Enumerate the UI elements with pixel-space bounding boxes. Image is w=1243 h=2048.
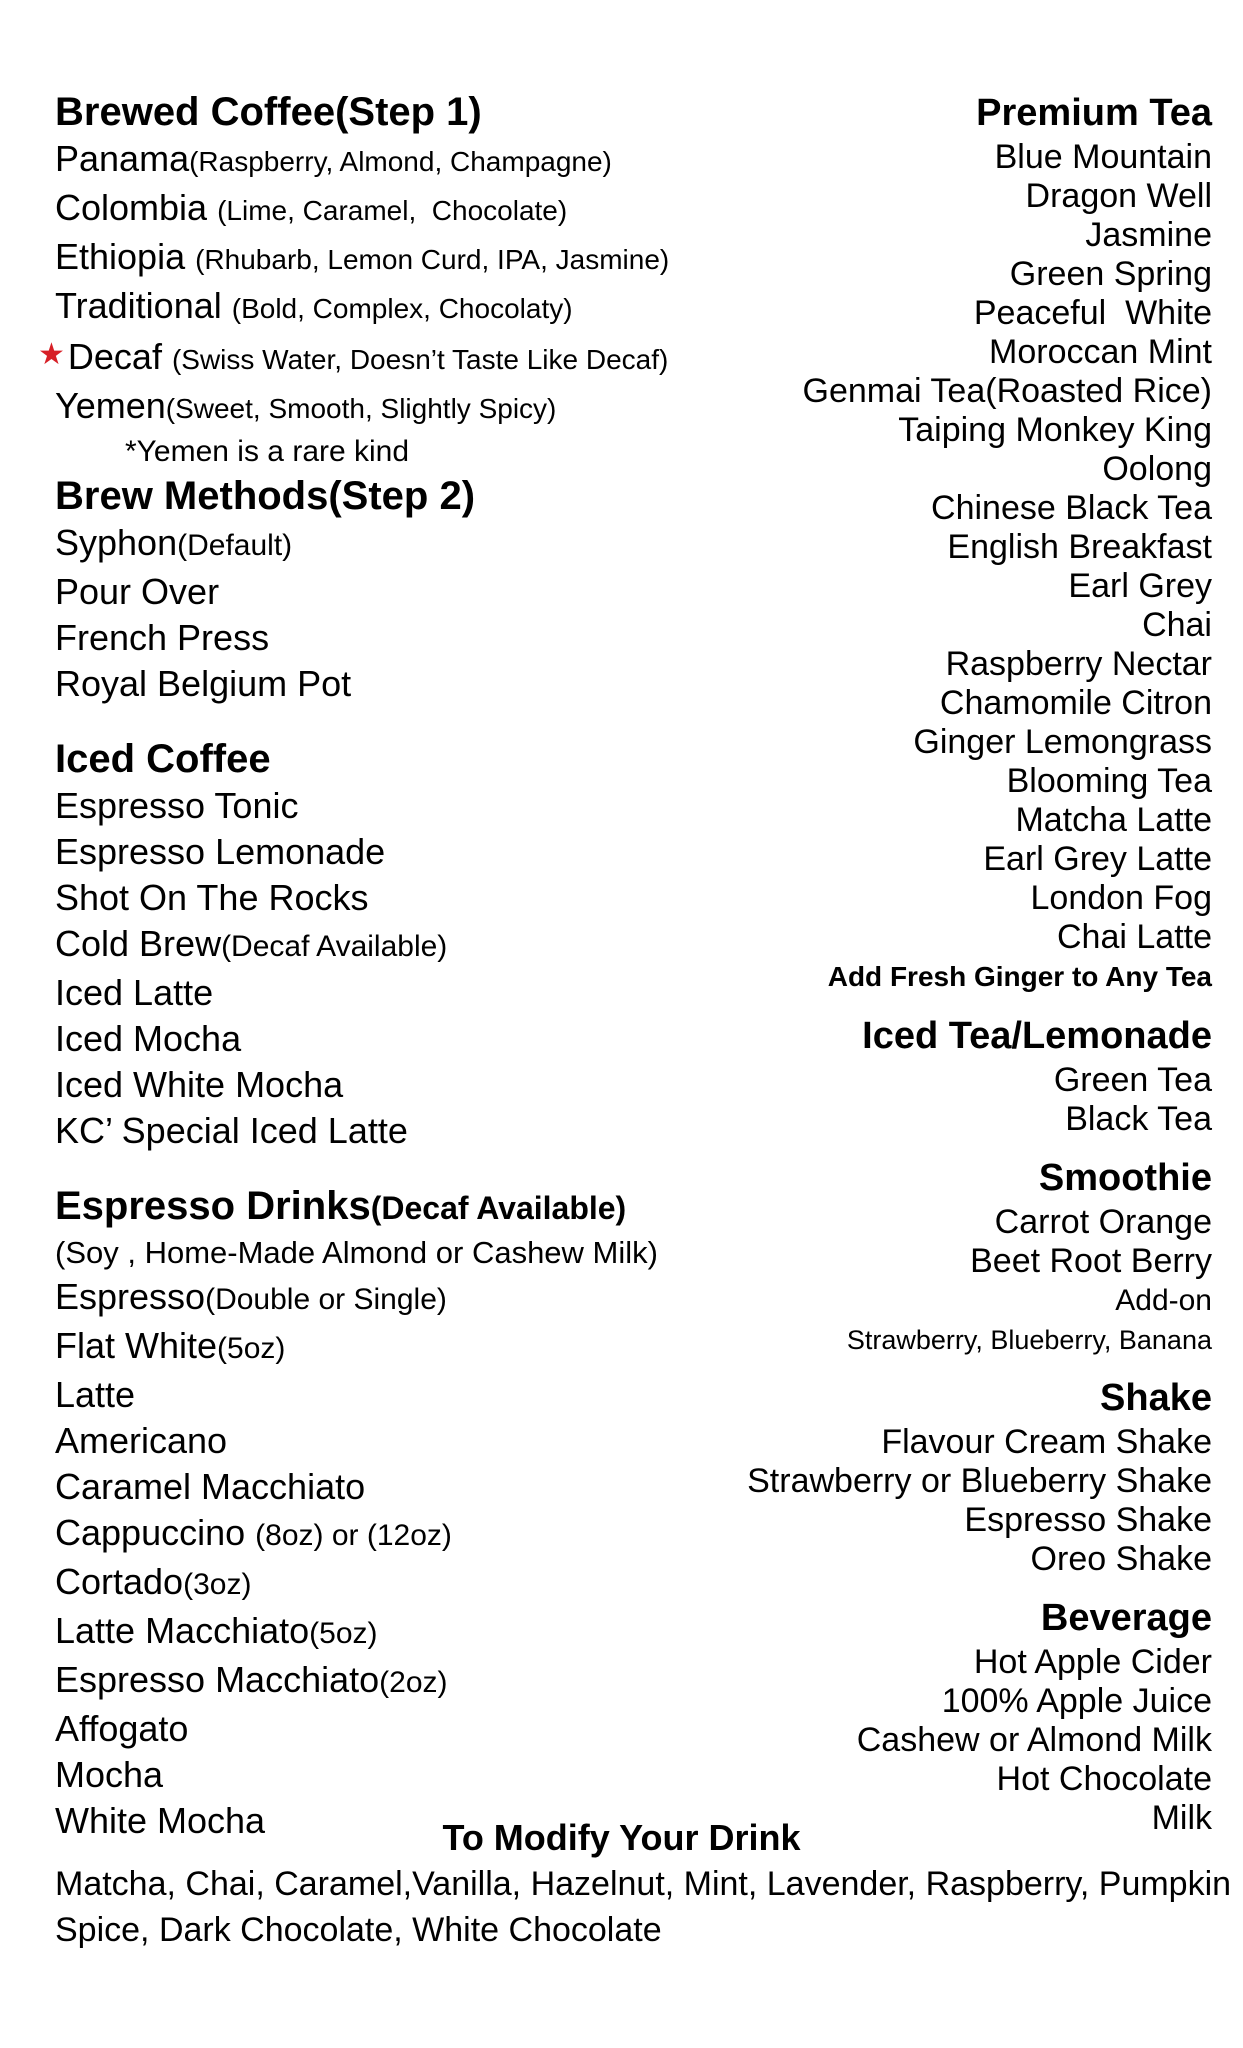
header-iced-tea-lemonade: Iced Tea/Lemonade xyxy=(862,1015,1212,1057)
yemen-footnote: *Yemen is a rare kind xyxy=(125,435,410,468)
menu-item: Ginger Lemongrass xyxy=(913,723,1212,761)
item-name: Caramel Macchiato xyxy=(55,1466,366,1507)
item-note: (Default) xyxy=(177,529,293,562)
menu-item: Peaceful White xyxy=(973,294,1212,332)
smoothie-addon-label: Add-on xyxy=(1115,1284,1212,1317)
item-name: Affogato xyxy=(55,1708,189,1749)
item-name: Panama xyxy=(55,138,190,179)
item-name: Shot On The Rocks xyxy=(55,877,369,918)
menu-item-decaf xyxy=(38,332,715,383)
item-name: Flat White xyxy=(55,1325,218,1366)
item-name: Cappuccino xyxy=(55,1512,256,1553)
footer-title-to-modify: To Modify Your Drink xyxy=(442,1817,801,1858)
header-premium-tea: Premium Tea xyxy=(976,92,1212,134)
menu-item xyxy=(55,875,715,921)
ginger-addon-note: Add Fresh Ginger to Any Tea xyxy=(827,961,1212,992)
menu-item xyxy=(55,383,715,432)
menu-item: Blue Mountain xyxy=(994,138,1212,176)
item-note: (Sweet, Smooth, Slightly Spicy) xyxy=(165,393,557,424)
header-text: Espresso Drinks xyxy=(55,1184,371,1228)
menu-item: Genmai Tea(Roasted Rice) xyxy=(802,372,1212,410)
menu-item: Flavour Cream Shake xyxy=(881,1423,1212,1461)
menu-item xyxy=(55,1062,715,1108)
header-text: Iced Coffee xyxy=(55,737,271,781)
menu-item: Chai xyxy=(1142,606,1212,644)
item-name: Iced White Mocha xyxy=(55,1064,344,1105)
menu-item xyxy=(55,1559,715,1608)
item-note: (Swiss Water, Doesn’t Taste Like Decaf) xyxy=(171,344,669,375)
menu-item xyxy=(55,829,715,875)
item-note: (Bold, Complex, Chocolaty) xyxy=(231,293,573,324)
menu-item xyxy=(55,970,715,1016)
menu-item: Beet Root Berry xyxy=(970,1242,1212,1280)
footer-flavor-line-1: Matcha, Chai, Caramel,Vanilla, Hazelnut, Mint, Lavender, Raspberry, Pumpkin xyxy=(55,1865,1232,1903)
menu-item: London Fog xyxy=(1030,879,1212,917)
item-name: Decaf xyxy=(67,336,172,377)
menu-item: Matcha Latte xyxy=(1015,801,1212,839)
menu-item: Milk xyxy=(1151,1799,1212,1837)
item-name: Traditional xyxy=(55,285,232,326)
menu-item: Espresso Shake xyxy=(964,1501,1212,1539)
item-note: (3oz) xyxy=(183,1568,252,1601)
menu-item: Oolong xyxy=(1102,450,1212,488)
item-note: (Rhubarb, Lemon Curd, IPA, Jasmine) xyxy=(195,244,670,275)
menu-item: Taiping Monkey King xyxy=(898,411,1212,449)
item-note: (Raspberry, Almond, Champagne) xyxy=(189,146,612,177)
menu-item: Earl Grey xyxy=(1068,567,1212,605)
item-name: Yemen xyxy=(55,385,166,426)
item-name: Espresso xyxy=(55,1276,206,1317)
menu-item xyxy=(55,234,715,283)
menu-item: Carrot Orange xyxy=(994,1203,1212,1241)
menu-item xyxy=(55,1510,715,1559)
menu-item xyxy=(55,1372,715,1418)
menu-item: Chai Latte xyxy=(1057,918,1212,956)
item-name: Mocha xyxy=(55,1754,164,1795)
menu-item: Hot Apple Cider xyxy=(973,1643,1212,1681)
item-name: Royal Belgium Pot xyxy=(55,663,352,704)
menu-item: Cashew or Almond Milk xyxy=(856,1721,1212,1759)
item-name: White Mocha xyxy=(55,1800,266,1841)
menu-item xyxy=(55,783,715,829)
menu-item: Raspberry Nectar xyxy=(945,645,1212,683)
item-name: Espresso Tonic xyxy=(55,785,299,826)
header-brew-methods xyxy=(55,472,715,520)
menu-item: 100% Apple Juice xyxy=(941,1682,1212,1720)
item-name: Iced Latte xyxy=(55,972,214,1013)
item-name: Iced Mocha xyxy=(55,1018,242,1059)
menu-item: Oreo Shake xyxy=(1030,1540,1212,1578)
header-suffix: (Decaf Available) xyxy=(370,1190,627,1226)
menu-item: English Breakfast xyxy=(947,528,1212,566)
menu-item: Blooming Tea xyxy=(1006,762,1212,800)
menu-item xyxy=(55,1274,715,1323)
menu-item: Moroccan Mint xyxy=(989,333,1212,371)
menu-item xyxy=(55,1323,715,1372)
menu-item xyxy=(55,520,715,569)
left-column xyxy=(38,88,715,1844)
item-note: (5oz) xyxy=(217,1332,286,1365)
item-name: Pour Over xyxy=(55,571,220,612)
header-brewed-coffee xyxy=(55,88,715,136)
item-name: Latte xyxy=(55,1374,136,1415)
footer-flavor-line-2: Spice, Dark Chocolate, White Chocolate xyxy=(55,1911,662,1949)
item-name: Latte Macchiato xyxy=(55,1610,310,1651)
header-suffix: (Step 2) xyxy=(328,474,476,518)
item-name: Syphon xyxy=(55,522,178,563)
menu-item xyxy=(55,1464,715,1510)
right-column xyxy=(715,88,1212,1838)
header-espresso-drinks xyxy=(55,1182,715,1232)
menu-item xyxy=(55,1657,715,1706)
header-beverage: Beverage xyxy=(1040,1597,1212,1639)
item-note: (Decaf Available) xyxy=(221,930,448,963)
item-name: Americano xyxy=(55,1420,228,1461)
item-name: Espresso Macchiato xyxy=(55,1659,380,1700)
item-note: (2oz) xyxy=(379,1666,448,1699)
header-text: Brewed Coffee xyxy=(55,90,336,134)
item-note: (Double or Single) xyxy=(205,1283,447,1316)
header-iced-coffee xyxy=(55,735,715,783)
menu-item xyxy=(55,1108,715,1154)
menu-item: Dragon Well xyxy=(1025,177,1212,215)
item-note: (5oz) xyxy=(309,1617,378,1650)
item-name: Colombia xyxy=(55,187,218,228)
menu-item: Strawberry or Blueberry Shake xyxy=(747,1462,1212,1500)
item-name: Cold Brew xyxy=(55,923,222,964)
header-text: Brew Methods xyxy=(55,474,329,518)
menu-item: Chamomile Citron xyxy=(939,684,1212,722)
menu-item xyxy=(55,1608,715,1657)
item-name: Ethiopia xyxy=(55,236,196,277)
menu-item xyxy=(55,569,715,615)
item-name: French Press xyxy=(55,617,270,658)
menu-item: Green Spring xyxy=(1009,255,1212,293)
menu-item xyxy=(55,1752,715,1798)
menu-item xyxy=(55,1706,715,1752)
menu-item xyxy=(55,1016,715,1062)
menu-item xyxy=(55,921,715,970)
item-name: Espresso Lemonade xyxy=(55,831,386,872)
menu-item: Hot Chocolate xyxy=(996,1760,1212,1798)
item-name: KC’ Special Iced Latte xyxy=(55,1110,408,1151)
milk-options-note: (Soy , Home-Made Almond or Cashew Milk) xyxy=(55,1235,658,1270)
star-icon: ★ xyxy=(38,338,65,371)
header-shake: Shake xyxy=(1100,1377,1212,1419)
menu-item xyxy=(55,615,715,661)
menu-item xyxy=(55,1418,715,1464)
menu-item xyxy=(55,661,715,707)
menu-item: Black Tea xyxy=(1065,1100,1212,1138)
menu-item: Earl Grey Latte xyxy=(983,840,1212,878)
item-note: (Lime, Caramel, Chocolate) xyxy=(217,195,568,226)
menu-item: Green Tea xyxy=(1053,1061,1212,1099)
item-name: Cortado xyxy=(55,1561,184,1602)
menu-item: Jasmine xyxy=(1085,216,1212,254)
menu-item xyxy=(55,283,715,332)
item-note: (8oz) or (12oz) xyxy=(255,1519,452,1552)
menu-item xyxy=(55,136,715,185)
header-smoothie: Smoothie xyxy=(1038,1157,1212,1199)
menu-item: Chinese Black Tea xyxy=(931,489,1212,527)
header-suffix: (Step 1) xyxy=(335,90,482,134)
menu-item xyxy=(55,185,715,234)
smoothie-addon-options: Strawberry, Blueberry, Banana xyxy=(846,1325,1212,1355)
